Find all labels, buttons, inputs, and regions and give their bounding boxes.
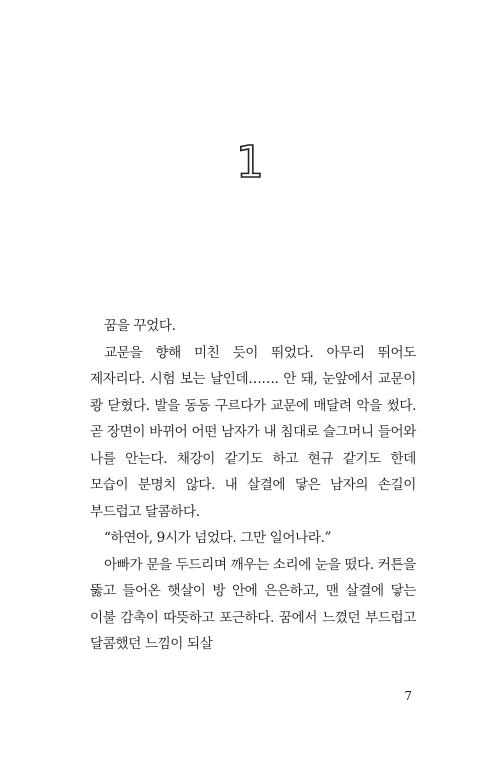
page-number: 7	[404, 689, 412, 703]
paragraph: 꿈을 꾸었다.	[104, 318, 176, 334]
paragraph: “하연아, 9시가 넘었다. 그만 일어나라.”	[104, 530, 332, 546]
paragraph: 아빠가 문을 두드리며 깨우는 소리에 눈을 떴다. 커튼을 뚫고 들어온 햇살이 방 안에 은은하고, 맨 살결에 닿는 이불 감촉이 따뜻하고 포근하다. 꿈에서 느꼈던 부드럽고 달콤했던 느낌이 되살	[90, 556, 416, 652]
body-text	[90, 313, 416, 658]
paragraph: 교문을 향해 미친 듯이 뛰었다. 아무리 뛰어도 제자리다. 시험 보는 날인데……. 안 돼, 눈앞에서 교문이 쾅 닫혔다. 발을 동동 구르다가 교문에 매달려 악을 썼다. 곧 장면이 바뀌어 어떤 남자가 내 침대로 슬그머니 들어와 나를 안는다. 채강이 같기도 하고 현규 같기도 한데 모습이 분명치 않다. 내 살결에 닿은 남자의 손길이 부드럽고 달콤하다.	[90, 344, 416, 520]
chapter-number: 1	[236, 137, 264, 188]
